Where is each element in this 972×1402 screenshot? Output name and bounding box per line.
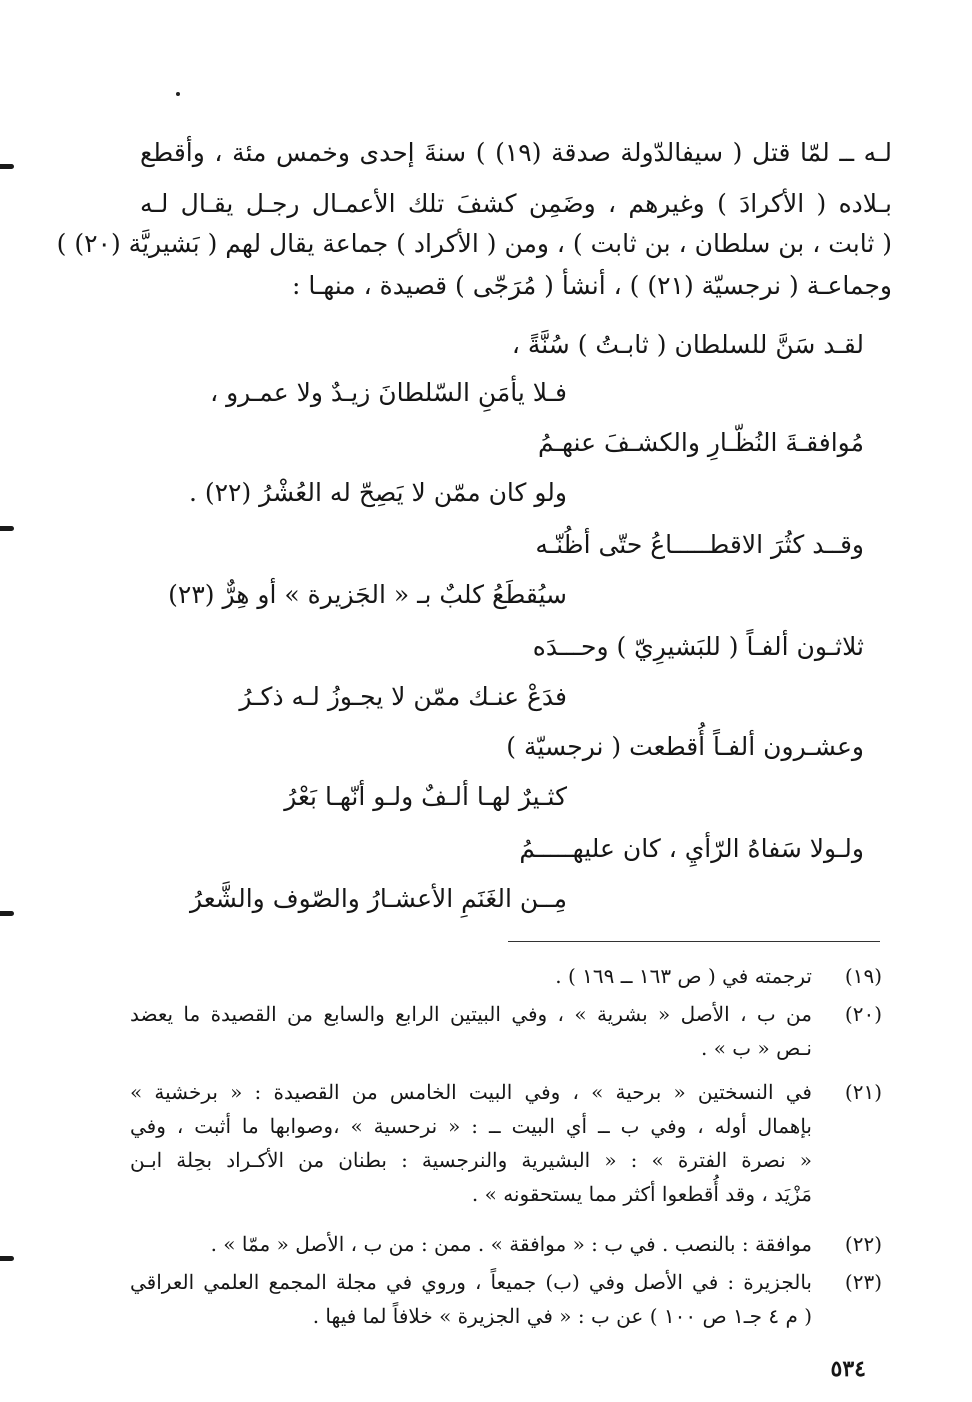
verse-line: فـلا يأمَنِ السّلطانَ زيـدٌ ولا عمـرو ، — [210, 378, 567, 407]
verse-line: ولـولا سَفاهُ الرّأيِ ، كان عليهـــــمُ — [519, 834, 864, 863]
prose-line: ( ثابت ، بن سلطان ، بن ثابت ) ، ومن ( الأكراد ) جماعة يقال لهم ( بَشيريَّة (٢٠) ) — [56, 229, 892, 258]
footnote-separator — [508, 941, 880, 942]
footnote-number: (٢٢) — [844, 1232, 882, 1256]
margin-mark — [0, 526, 14, 531]
prose-line: لـه ــ لمّا قتل ( سيفالدّولة صدقة (١٩) ) سنةَ إحدى وخمس مئة ، وأقطع — [140, 138, 892, 167]
footnote-number: (١٩) — [844, 964, 882, 988]
footnote-line: في النسختين « برحية » ، وفي البيت الخامس من القصيدة : « برخشية » — [130, 1080, 812, 1104]
footnote-line: مَزْيَد ، وقد أُقطعوا أكثر مما يستحقونه » . — [471, 1182, 812, 1206]
prose-line: بـلاده ( الأكرادَ ) وغيرهم ، وضَمِن كشفَ تلك الأعمـال رجـل يقـال لـه — [140, 189, 892, 218]
verse-line: سيُقطَعُ كلبٌ بـ « الجَزيرة » أو هِرٌّ (٢٣) — [168, 580, 567, 609]
footnote-line: بإهمال أوله ، وفي ب ــ أي البيت ــ : « نرحسية » ،وصوابها ما أثبت ، وفي — [130, 1114, 812, 1138]
verse-line: فدَعْ عنـك ممّن لا يجـوزُ لـه ذكـرُ — [239, 682, 567, 711]
footnote — [130, 1002, 882, 1066]
verse-line: ولو كان ممّن لا يَصِحّ له العُشْرُ (٢٢) . — [188, 478, 567, 507]
footnote — [130, 1232, 882, 1260]
stray-dot — [176, 92, 180, 96]
margin-mark — [0, 1256, 14, 1261]
verse-line: وقــد كثُرَ الاقطـــــاعُ حتّى أظُنّـه — [535, 530, 864, 559]
footnote-number: (٢١) — [844, 1080, 882, 1104]
verse-line: كثـيرٌ لهـا ألـفٌ ولـو أنّهـا بَعْرُ — [284, 782, 567, 811]
verse-line: وعشـرون ألفـاً أُقطعت ( نرجسيّة ) — [506, 732, 864, 761]
footnote-line: نـص « ب » . — [700, 1036, 812, 1060]
footnote — [130, 1080, 882, 1216]
verse-line: مِــن الغَنَمِ الأعشـارُ والصّوف والشَّعرُ — [189, 884, 567, 913]
margin-mark — [0, 911, 14, 916]
footnote-line: « نصرة الفترة » : « البشيرية والنرجسية : بطنان من الأكـراد بحِلة ابـن — [130, 1148, 812, 1172]
footnote-line: موافقة : بالنصب . في ب : « موافقة » . ممن : من ب ، الأصل « ممّا » . — [210, 1232, 812, 1256]
page-number: ٥٣٤ — [830, 1356, 866, 1382]
footnote-number: (٢٣) — [844, 1270, 882, 1294]
footnote — [130, 964, 882, 992]
verse-line: مُوافقـةَ النُظّـارِ والكشـفَ عنهـمُ — [538, 428, 864, 457]
prose-line: وجماعـة ( نرجسيّة (٢١) ) ، أنشأ ( مُرَجّى ) قصيدة ، منهـا : — [291, 271, 892, 300]
footnote-number: (٢٠) — [844, 1002, 882, 1026]
verse-line: لقـد سَنَّ للسلطان ( ثابـتُ ) سُنَّةً ، — [511, 330, 864, 359]
footnote-line: من ب ، الأصل « بشرية » ، وفي البيتين الرابع والسابع من القصيدة ما يعضد — [130, 1002, 812, 1026]
margin-mark — [0, 164, 14, 169]
footnote-line: بالجزيرة : في الأصل وفي (ب) جميعاً ، وروي في مجلة المجمع العلمي العراقي — [130, 1270, 812, 1294]
footnote-line: ترجمته في ( ص ١٦٣ ــ ١٦٩ ) . — [555, 964, 812, 988]
footnote — [130, 1270, 882, 1334]
footnote-line: ( م ٤ جـ١ ص ١٠٠ ) عن ب : « في الجزيرة » خلافاً لما فيها . — [312, 1304, 812, 1328]
verse-line: ثلاثـون ألفـاً ( للبَشيرِيّ ) وحـــدَه — [532, 632, 864, 661]
